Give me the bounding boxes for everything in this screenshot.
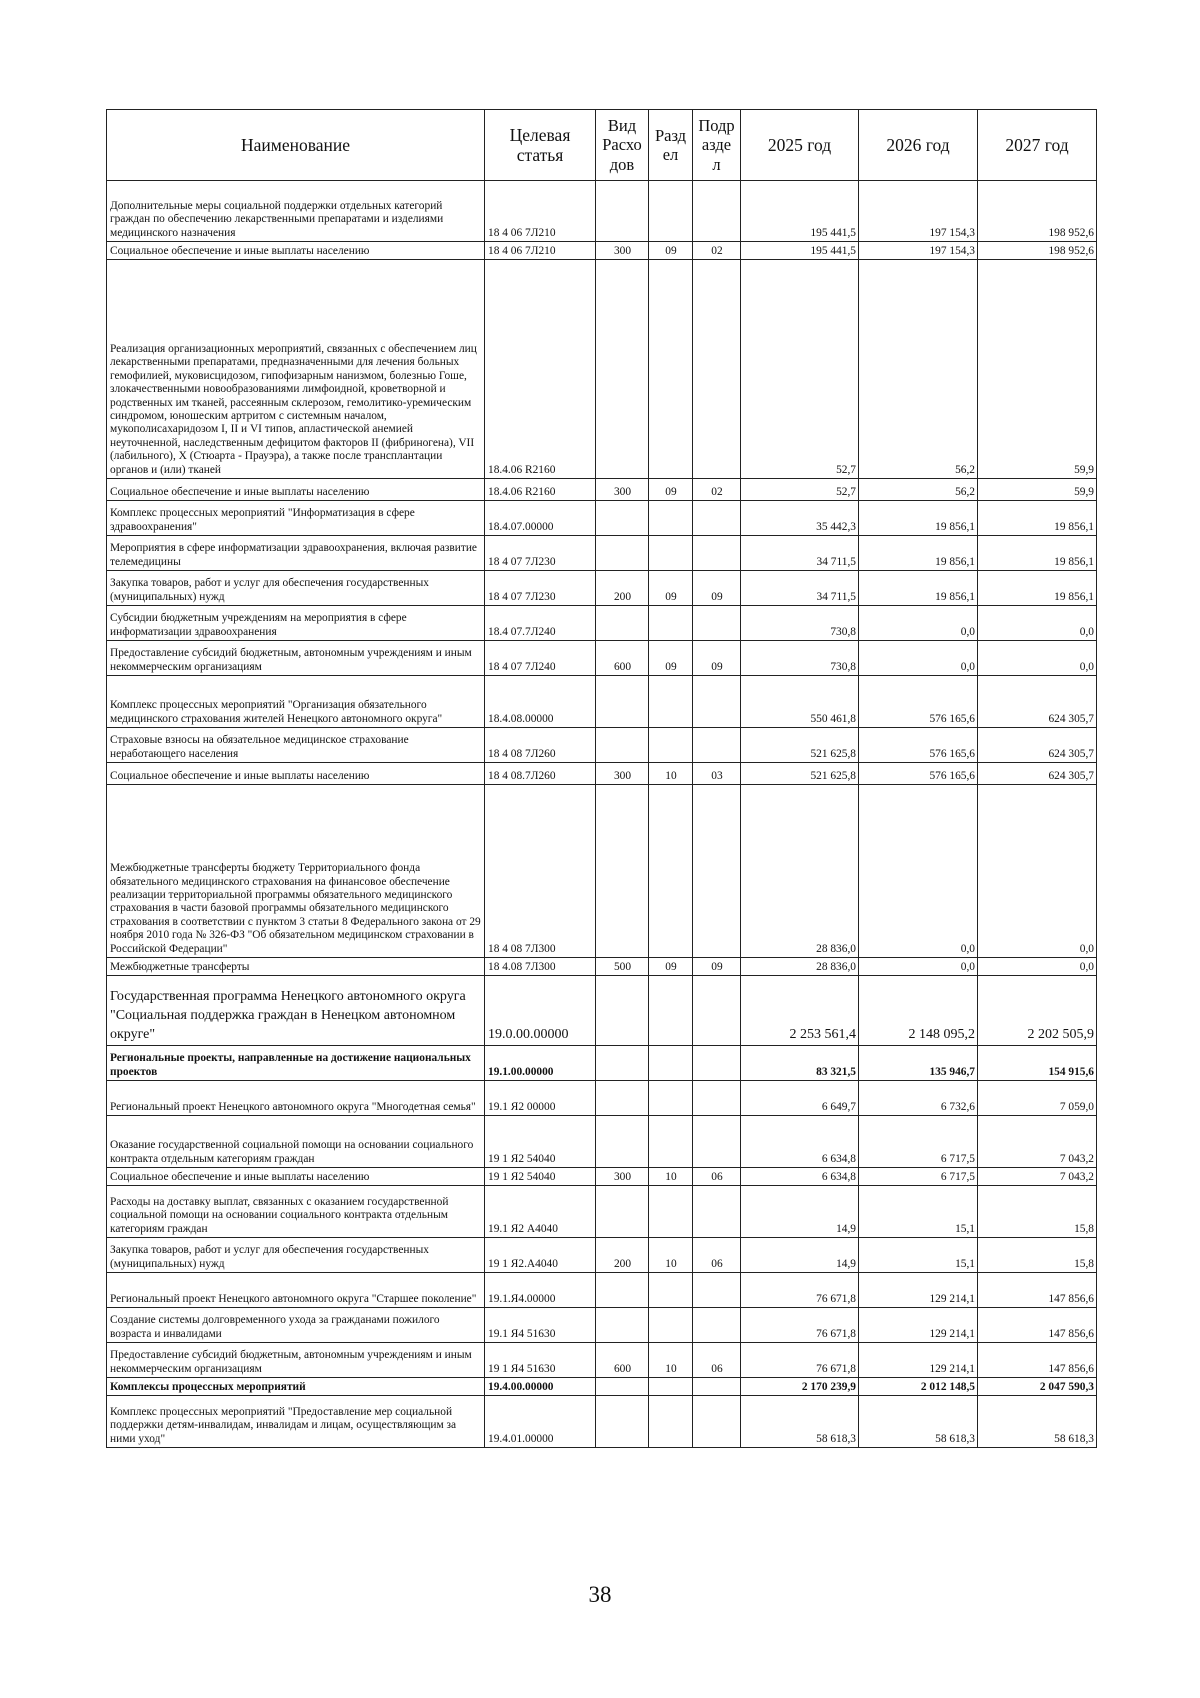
row-value-2027: 0,0 bbox=[978, 606, 1097, 641]
table-row bbox=[107, 1081, 1097, 1116]
row-subsection: 09 bbox=[693, 958, 741, 976]
row-target-article: 18.4.08.00000 bbox=[485, 676, 596, 728]
row-value-2025: 28 836,0 bbox=[741, 785, 859, 958]
row-target-article: 18 4 08.7Л260 bbox=[485, 763, 596, 785]
table-row bbox=[107, 1308, 1097, 1343]
row-value-2026: 129 214,1 bbox=[859, 1308, 978, 1343]
row-value-2027: 154 915,6 bbox=[978, 1046, 1097, 1081]
row-name: Оказание государственной социальной помощи на основании социального контракта отдельным категориям граждан bbox=[107, 1116, 485, 1168]
table-row bbox=[107, 728, 1097, 763]
row-expense-type bbox=[596, 1046, 649, 1081]
header-year-2026: 2026 год bbox=[859, 110, 978, 181]
row-subsection bbox=[693, 501, 741, 536]
row-value-2026: 0,0 bbox=[859, 958, 978, 976]
table-row bbox=[107, 536, 1097, 571]
row-name: Социальное обеспечение и иные выплаты населению bbox=[107, 479, 485, 501]
row-expense-type bbox=[596, 1273, 649, 1308]
row-subsection: 09 bbox=[693, 571, 741, 606]
row-target-article: 19 1 Я2.А4040 bbox=[485, 1238, 596, 1273]
row-value-2025: 83 321,5 bbox=[741, 1046, 859, 1081]
row-section: 10 bbox=[649, 1168, 693, 1186]
row-section: 09 bbox=[649, 479, 693, 501]
row-target-article: 19.1 Я2 А4040 bbox=[485, 1186, 596, 1238]
row-value-2026: 2 012 148,5 bbox=[859, 1378, 978, 1396]
row-value-2027: 19 856,1 bbox=[978, 536, 1097, 571]
row-name: Социальное обеспечение и иные выплаты населению bbox=[107, 763, 485, 785]
row-target-article: 19 1 Я2 54040 bbox=[485, 1116, 596, 1168]
row-target-article: 18 4 07 7Л230 bbox=[485, 571, 596, 606]
row-value-2025: 34 711,5 bbox=[741, 571, 859, 606]
row-target-article: 18.4 07.7Л240 bbox=[485, 606, 596, 641]
table-row bbox=[107, 785, 1097, 958]
row-value-2026: 0,0 bbox=[859, 785, 978, 958]
row-section bbox=[649, 1378, 693, 1396]
row-value-2025: 34 711,5 bbox=[741, 536, 859, 571]
row-value-2026: 6 717,5 bbox=[859, 1168, 978, 1186]
row-name: Региональный проект Ненецкого автономного округа "Многодетная семья" bbox=[107, 1081, 485, 1116]
row-value-2027: 2 202 505,9 bbox=[978, 976, 1097, 1046]
row-target-article: 18.4.06 R2160 bbox=[485, 260, 596, 479]
row-value-2027: 198 952,6 bbox=[978, 181, 1097, 242]
row-subsection bbox=[693, 260, 741, 479]
row-subsection bbox=[693, 1378, 741, 1396]
row-section bbox=[649, 785, 693, 958]
row-subsection bbox=[693, 1273, 741, 1308]
row-target-article: 18 4 08 7Л260 bbox=[485, 728, 596, 763]
row-name: Создание системы долговременного ухода за гражданами пожилого возраста и инвалидами bbox=[107, 1308, 485, 1343]
row-subsection: 03 bbox=[693, 763, 741, 785]
row-value-2026: 19 856,1 bbox=[859, 536, 978, 571]
table-row bbox=[107, 641, 1097, 676]
row-section: 09 bbox=[649, 958, 693, 976]
row-subsection bbox=[693, 728, 741, 763]
row-value-2025: 6 634,8 bbox=[741, 1168, 859, 1186]
row-value-2027: 147 856,6 bbox=[978, 1308, 1097, 1343]
row-value-2026: 56,2 bbox=[859, 260, 978, 479]
row-value-2025: 6 649,7 bbox=[741, 1081, 859, 1116]
row-value-2027: 2 047 590,3 bbox=[978, 1378, 1097, 1396]
row-expense-type bbox=[596, 1396, 649, 1448]
row-target-article: 19.4.00.00000 bbox=[485, 1378, 596, 1396]
row-subsection: 06 bbox=[693, 1238, 741, 1273]
row-name: Межбюджетные трансферты бюджету Территориального фонда обязательного медицинского страхования на финансовое обеспечение реализации территориальной программы обязательного медицинского страхования в части базовой программы обязательного медицинского страхования в соответствии с пунктом 3 статьи 8 Федерального закона от 29 ноября 2010 года № 326-ФЗ "Об обязательном медицинском страховании в Российской Федерации" bbox=[107, 785, 485, 958]
row-value-2026: 129 214,1 bbox=[859, 1343, 978, 1378]
row-value-2026: 2 148 095,2 bbox=[859, 976, 978, 1046]
row-name: Государственная программа Ненецкого автономного округа "Социальная поддержка граждан в Ненецком автономном округе" bbox=[107, 976, 485, 1046]
row-value-2025: 14,9 bbox=[741, 1238, 859, 1273]
row-expense-type bbox=[596, 1186, 649, 1238]
row-section: 09 bbox=[649, 571, 693, 606]
row-value-2026: 576 165,6 bbox=[859, 676, 978, 728]
row-expense-type bbox=[596, 728, 649, 763]
row-subsection bbox=[693, 1186, 741, 1238]
row-value-2026: 6 717,5 bbox=[859, 1116, 978, 1168]
row-name: Реализация организационных мероприятий, связанных с обеспечением лиц лекарственными препаратами, предназначенными для лечения больных гемофилией, муковисцидозом, гипофизарным нанизмом, болезнью Гоше, злокачественными новообразованиями лимфоидной, кроветворной и родственных им тканей, рассеянным склерозом, гемолитико-уремическим синдромом, юношеским артритом с системным началом, мукополисахаридозом I, II и VI типов, апластической анемией неуточненной, наследственным дефицитом факторов II (фибриногена), VII (лабильного), X (Стюарта - Прауэра), а также после трансплантации органов и (или) тканей bbox=[107, 260, 485, 479]
row-value-2026: 19 856,1 bbox=[859, 501, 978, 536]
row-value-2027: 58 618,3 bbox=[978, 1396, 1097, 1448]
table-header-row bbox=[107, 110, 1097, 181]
row-subsection bbox=[693, 606, 741, 641]
row-value-2026: 19 856,1 bbox=[859, 571, 978, 606]
row-section: 09 bbox=[649, 242, 693, 260]
row-expense-type bbox=[596, 976, 649, 1046]
row-value-2027: 7 043,2 bbox=[978, 1116, 1097, 1168]
row-value-2026: 58 618,3 bbox=[859, 1396, 978, 1448]
row-expense-type bbox=[596, 181, 649, 242]
row-subsection bbox=[693, 1081, 741, 1116]
row-value-2027: 7 043,2 bbox=[978, 1168, 1097, 1186]
row-expense-type: 300 bbox=[596, 1168, 649, 1186]
row-value-2026: 15,1 bbox=[859, 1238, 978, 1273]
header-subsection: Подр азде л bbox=[693, 110, 741, 181]
table-row bbox=[107, 1238, 1097, 1273]
row-value-2027: 19 856,1 bbox=[978, 501, 1097, 536]
table-row bbox=[107, 181, 1097, 242]
row-expense-type: 300 bbox=[596, 242, 649, 260]
row-target-article: 19.0.00.00000 bbox=[485, 976, 596, 1046]
header-year-2027: 2027 год bbox=[978, 110, 1097, 181]
row-name: Региональные проекты, направленные на достижение национальных проектов bbox=[107, 1046, 485, 1081]
row-section bbox=[649, 676, 693, 728]
row-value-2027: 624 305,7 bbox=[978, 763, 1097, 785]
row-section bbox=[649, 1116, 693, 1168]
row-expense-type: 600 bbox=[596, 641, 649, 676]
table-row bbox=[107, 976, 1097, 1046]
row-name: Предоставление субсидий бюджетным, автономным учреждениям и иным некоммерческим организациям bbox=[107, 641, 485, 676]
table-row bbox=[107, 1396, 1097, 1448]
row-section bbox=[649, 1273, 693, 1308]
row-section bbox=[649, 1186, 693, 1238]
table-row bbox=[107, 242, 1097, 260]
row-value-2025: 2 253 561,4 bbox=[741, 976, 859, 1046]
row-expense-type: 200 bbox=[596, 571, 649, 606]
row-value-2027: 0,0 bbox=[978, 785, 1097, 958]
row-value-2027: 7 059,0 bbox=[978, 1081, 1097, 1116]
row-target-article: 19.1 Я4 51630 bbox=[485, 1308, 596, 1343]
row-value-2025: 195 441,5 bbox=[741, 181, 859, 242]
row-section bbox=[649, 1396, 693, 1448]
row-subsection: 06 bbox=[693, 1343, 741, 1378]
row-section bbox=[649, 728, 693, 763]
row-name: Страховые взносы на обязательное медицинское страхование неработающего населения bbox=[107, 728, 485, 763]
row-name: Региональный проект Ненецкого автономного округа "Старшее поколение" bbox=[107, 1273, 485, 1308]
row-value-2027: 0,0 bbox=[978, 958, 1097, 976]
table-row bbox=[107, 958, 1097, 976]
row-expense-type bbox=[596, 785, 649, 958]
row-target-article: 18.4.06 R2160 bbox=[485, 479, 596, 501]
row-expense-type bbox=[596, 536, 649, 571]
row-value-2025: 52,7 bbox=[741, 479, 859, 501]
row-name: Мероприятия в сфере информатизации здравоохранения, включая развитие телемедицины bbox=[107, 536, 485, 571]
table-row bbox=[107, 1116, 1097, 1168]
row-value-2026: 56,2 bbox=[859, 479, 978, 501]
table-row bbox=[107, 1186, 1097, 1238]
row-subsection: 06 bbox=[693, 1168, 741, 1186]
row-target-article: 19.4.01.00000 bbox=[485, 1396, 596, 1448]
row-value-2025: 521 625,8 bbox=[741, 728, 859, 763]
budget-table-sheet bbox=[106, 109, 1096, 1448]
row-subsection bbox=[693, 676, 741, 728]
row-value-2026: 129 214,1 bbox=[859, 1273, 978, 1308]
row-value-2025: 521 625,8 bbox=[741, 763, 859, 785]
row-expense-type bbox=[596, 501, 649, 536]
row-name: Субсидии бюджетным учреждениям на мероприятия в сфере информатизации здравоохранения bbox=[107, 606, 485, 641]
row-expense-type bbox=[596, 1378, 649, 1396]
budget-table bbox=[106, 109, 1097, 1448]
table-row bbox=[107, 606, 1097, 641]
table-row bbox=[107, 1273, 1097, 1308]
table-body bbox=[107, 181, 1097, 1448]
row-section: 10 bbox=[649, 1238, 693, 1273]
row-name: Комплексы процессных мероприятий bbox=[107, 1378, 485, 1396]
row-expense-type: 500 bbox=[596, 958, 649, 976]
row-subsection: 02 bbox=[693, 242, 741, 260]
row-value-2027: 15,8 bbox=[978, 1186, 1097, 1238]
header-name: Наименование bbox=[107, 110, 485, 181]
row-value-2025: 195 441,5 bbox=[741, 242, 859, 260]
row-target-article: 19.1.00.00000 bbox=[485, 1046, 596, 1081]
row-subsection bbox=[693, 1046, 741, 1081]
row-section bbox=[649, 501, 693, 536]
row-target-article: 18.4.07.00000 bbox=[485, 501, 596, 536]
row-value-2025: 76 671,8 bbox=[741, 1273, 859, 1308]
table-row bbox=[107, 571, 1097, 606]
row-section bbox=[649, 260, 693, 479]
row-value-2025: 2 170 239,9 bbox=[741, 1378, 859, 1396]
row-target-article: 18 4 06 7Л210 bbox=[485, 181, 596, 242]
row-subsection bbox=[693, 1116, 741, 1168]
row-target-article: 19.1 Я2 00000 bbox=[485, 1081, 596, 1116]
row-value-2025: 76 671,8 bbox=[741, 1308, 859, 1343]
row-target-article: 18 4 07 7Л240 bbox=[485, 641, 596, 676]
row-target-article: 18 4 06 7Л210 bbox=[485, 242, 596, 260]
page-number: 38 bbox=[588, 1582, 612, 1607]
row-name: Комплекс процессных мероприятий "Организация обязательного медицинского страхования жителей Ненецкого автономного округа" bbox=[107, 676, 485, 728]
row-subsection bbox=[693, 536, 741, 571]
row-value-2026: 6 732,6 bbox=[859, 1081, 978, 1116]
row-target-article: 18 4 07 7Л230 bbox=[485, 536, 596, 571]
row-value-2027: 624 305,7 bbox=[978, 728, 1097, 763]
row-section bbox=[649, 536, 693, 571]
row-value-2027: 19 856,1 bbox=[978, 571, 1097, 606]
row-value-2025: 76 671,8 bbox=[741, 1343, 859, 1378]
table-row bbox=[107, 676, 1097, 728]
row-value-2027: 59,9 bbox=[978, 260, 1097, 479]
row-name: Социальное обеспечение и иные выплаты населению bbox=[107, 242, 485, 260]
row-value-2026: 135 946,7 bbox=[859, 1046, 978, 1081]
row-name: Комплекс процессных мероприятий "Информатизация в сфере здравоохранения" bbox=[107, 501, 485, 536]
row-name: Комплекс процессных мероприятий "Предоставление мер социальной поддержки детям-инвалидам, инвалидам и лицам, осуществляющим за ними уход" bbox=[107, 1396, 485, 1448]
table-row bbox=[107, 763, 1097, 785]
row-section bbox=[649, 181, 693, 242]
row-value-2027: 198 952,6 bbox=[978, 242, 1097, 260]
row-target-article: 18 4 08 7Л300 bbox=[485, 785, 596, 958]
row-section bbox=[649, 976, 693, 1046]
row-expense-type bbox=[596, 1116, 649, 1168]
row-subsection: 02 bbox=[693, 479, 741, 501]
row-value-2025: 730,8 bbox=[741, 641, 859, 676]
row-target-article: 19.1.Я4.00000 bbox=[485, 1273, 596, 1308]
header-target-article: Целевая статья bbox=[485, 110, 596, 181]
table-row bbox=[107, 479, 1097, 501]
row-value-2027: 624 305,7 bbox=[978, 676, 1097, 728]
row-target-article: 19 1 Я2 54040 bbox=[485, 1168, 596, 1186]
row-value-2026: 197 154,3 bbox=[859, 242, 978, 260]
row-value-2027: 147 856,6 bbox=[978, 1273, 1097, 1308]
row-name: Закупка товаров, работ и услуг для обеспечения государственных (муниципальных) нужд bbox=[107, 1238, 485, 1273]
row-name: Социальное обеспечение и иные выплаты населению bbox=[107, 1168, 485, 1186]
header-section: Разд ел bbox=[649, 110, 693, 181]
row-section: 10 bbox=[649, 763, 693, 785]
table-row bbox=[107, 1343, 1097, 1378]
row-value-2026: 576 165,6 bbox=[859, 763, 978, 785]
row-expense-type bbox=[596, 676, 649, 728]
row-value-2026: 0,0 bbox=[859, 641, 978, 676]
row-target-article: 18 4.08 7Л300 bbox=[485, 958, 596, 976]
row-value-2025: 730,8 bbox=[741, 606, 859, 641]
table-row bbox=[107, 260, 1097, 479]
row-section: 10 bbox=[649, 1343, 693, 1378]
row-expense-type: 600 bbox=[596, 1343, 649, 1378]
table-row bbox=[107, 1378, 1097, 1396]
row-value-2027: 15,8 bbox=[978, 1238, 1097, 1273]
row-expense-type bbox=[596, 606, 649, 641]
row-expense-type: 200 bbox=[596, 1238, 649, 1273]
row-value-2025: 550 461,8 bbox=[741, 676, 859, 728]
row-value-2025: 28 836,0 bbox=[741, 958, 859, 976]
row-expense-type bbox=[596, 1081, 649, 1116]
row-value-2025: 58 618,3 bbox=[741, 1396, 859, 1448]
row-name: Дополнительные меры социальной поддержки отдельных категорий граждан по обеспечению лекарственными препаратами и изделиями медицинского назначения bbox=[107, 181, 485, 242]
row-section bbox=[649, 1308, 693, 1343]
row-target-article: 19 1 Я4 51630 bbox=[485, 1343, 596, 1378]
row-expense-type: 300 bbox=[596, 763, 649, 785]
row-name: Расходы на доставку выплат, связанных с оказанием государственной социальной помощи на основании социального контракта отдельным категориям граждан bbox=[107, 1186, 485, 1238]
table-row bbox=[107, 1046, 1097, 1081]
row-expense-type bbox=[596, 1308, 649, 1343]
table-row bbox=[107, 501, 1097, 536]
row-value-2027: 59,9 bbox=[978, 479, 1097, 501]
row-section bbox=[649, 1081, 693, 1116]
row-value-2026: 576 165,6 bbox=[859, 728, 978, 763]
row-value-2026: 197 154,3 bbox=[859, 181, 978, 242]
row-value-2026: 15,1 bbox=[859, 1186, 978, 1238]
row-subsection bbox=[693, 785, 741, 958]
row-subsection bbox=[693, 181, 741, 242]
row-subsection bbox=[693, 1308, 741, 1343]
row-name: Закупка товаров, работ и услуг для обеспечения государственных (муниципальных) нужд bbox=[107, 571, 485, 606]
row-section: 09 bbox=[649, 641, 693, 676]
row-section bbox=[649, 1046, 693, 1081]
row-value-2025: 14,9 bbox=[741, 1186, 859, 1238]
row-subsection bbox=[693, 976, 741, 1046]
row-expense-type bbox=[596, 260, 649, 479]
row-subsection: 09 bbox=[693, 641, 741, 676]
row-value-2027: 147 856,6 bbox=[978, 1343, 1097, 1378]
row-value-2025: 35 442,3 bbox=[741, 501, 859, 536]
row-value-2025: 6 634,8 bbox=[741, 1116, 859, 1168]
row-value-2026: 0,0 bbox=[859, 606, 978, 641]
row-subsection bbox=[693, 1396, 741, 1448]
header-year-2025: 2025 год bbox=[741, 110, 859, 181]
header-expense-type: Вид Расхо дов bbox=[596, 110, 649, 181]
table-row bbox=[107, 1168, 1097, 1186]
row-name: Межбюджетные трансферты bbox=[107, 958, 485, 976]
row-name: Предоставление субсидий бюджетным, автономным учреждениям и иным некоммерческим организациям bbox=[107, 1343, 485, 1378]
row-section bbox=[649, 606, 693, 641]
row-value-2025: 52,7 bbox=[741, 260, 859, 479]
row-expense-type: 300 bbox=[596, 479, 649, 501]
row-value-2027: 0,0 bbox=[978, 641, 1097, 676]
